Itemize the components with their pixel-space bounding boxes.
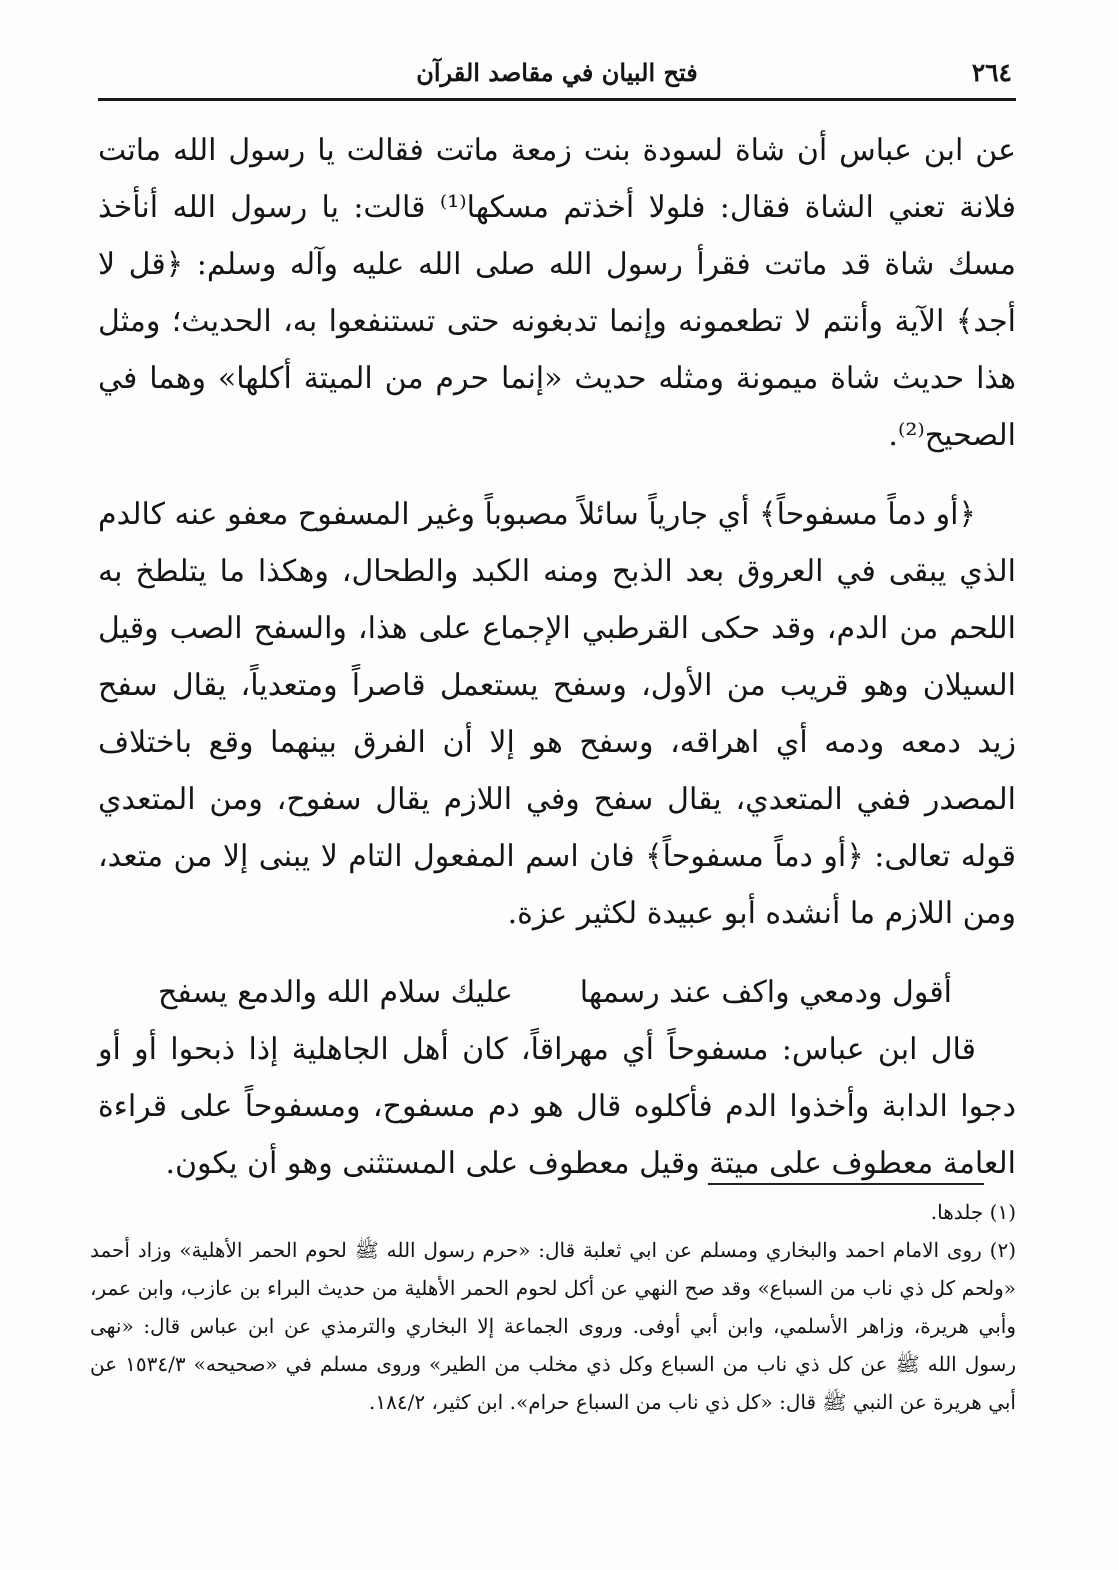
poetry-verse xyxy=(98,964,1016,1021)
footnote-text: جلدها. xyxy=(930,1200,984,1224)
footnote xyxy=(90,1193,1016,1231)
paragraph: قال ابن عباس: مسفوحاً أي مهراقاً، كان أهل الجاهلية إذا ذبحوا أو أو دجوا الدابة وأخذوا الدم فأكلوه قال هو دم مسفوح، ومسفوحاً على قراءة العامة معطوف على ميتة وقيل معطوف على المستثنى وهو أن يكون. xyxy=(98,1032,1016,1181)
running-title: فتح البيان في مقاصد القرآن xyxy=(416,58,698,87)
page-header xyxy=(98,52,1016,101)
page-number: ٢٦٤ xyxy=(971,58,1012,87)
footnote-separator xyxy=(708,1183,984,1185)
footnote-text: روى الامام احمد والبخاري ومسلم عن ابي ثعلبة قال: «حرم رسول الله ﷺ لحوم الحمر الأهلية» وزاد أحمد «ولحم كل ذي ناب من السباع» وقد صح النهي عن أكل لحوم الحمر الأهلية من حديث البراء بن عازب، وابن عمر، وأبي هريرة، وزاهر الأسلمي، وابن أبي أوفى. وروى الجماعة إلا البخاري والترمذي عن ابن عباس قال: «نهى رسول الله ﷺ عن كل ذي ناب من السباع وكل ذي مخلب من الطير» وروى مسلم في «صحيحه» ١٥٣٤/٣ عن أبي هريرة عن النبي ﷺ قال: «كل ذي ناب من السباع حرام». ابن كثير، ١٨٤/٢. xyxy=(90,1238,1017,1414)
paragraph: عن ابن عباس أن شاة لسودة بنت زمعة ماتت فقالت يا رسول الله ماتت فلانة تعني الشاة فقال: فلولا أخذتم مسكها⁽¹⁾ قالت: يا رسول الله أنأخذ مسك شاة قد ماتت فقرأ رسول الله صلى الله عليه وآله وسلم: ﴿قل لا أجد﴾ الآية وأنتم لا تطعمونه وإنما تدبغونه حتى تستنفعوا به، الحديث؛ ومثل هذا حديث شاة ميمونة ومثله حديث «إنما حرم من الميتة أكلها» وهما في الصحيح⁽²⁾. xyxy=(98,133,1016,453)
footnotes xyxy=(90,1193,1016,1421)
footnote-number: (١) xyxy=(989,1200,1016,1224)
verse-first-hemistich: أقول ودمعي واكف عند رسمها xyxy=(579,975,952,1010)
footnote-number: (٢) xyxy=(989,1238,1016,1262)
verse-second-hemistich: عليك سلام الله والدمع يسفح xyxy=(158,975,513,1010)
paragraph: ﴿أو دماً مسفوحاً﴾ أي جارياً سائلاً مصبوباً وغير المسفوح معفو عنه كالدم الذي يبقى في العروق بعد الذبح ومنه الكبد والطحال، وهكذا ما يتلطخ به اللحم من الدم، وقد حكى القرطبي الإجماع على هذا، والسفح الصب وقيل السيلان وهو قريب من الأول، وسفح يستعمل قاصراً ومتعدياً، يقال سفح زيد دمعه ودمه أي اهراقه، وسفح هو إلا أن الفرق بينهما وقع باختلاف المصدر ففي المتعدي، يقال سفح وفي اللازم يقال سفوح، ومن المتعدي قوله تعالى: ﴿أو دماً مسفوحاً﴾ فان اسم المفعول التام لا يبنى إلا من متعد، ومن اللازم ما أنشده أبو عبيدة لكثير عزة. xyxy=(98,497,1016,931)
footnote xyxy=(90,1231,1016,1421)
main-text xyxy=(98,122,1016,1192)
